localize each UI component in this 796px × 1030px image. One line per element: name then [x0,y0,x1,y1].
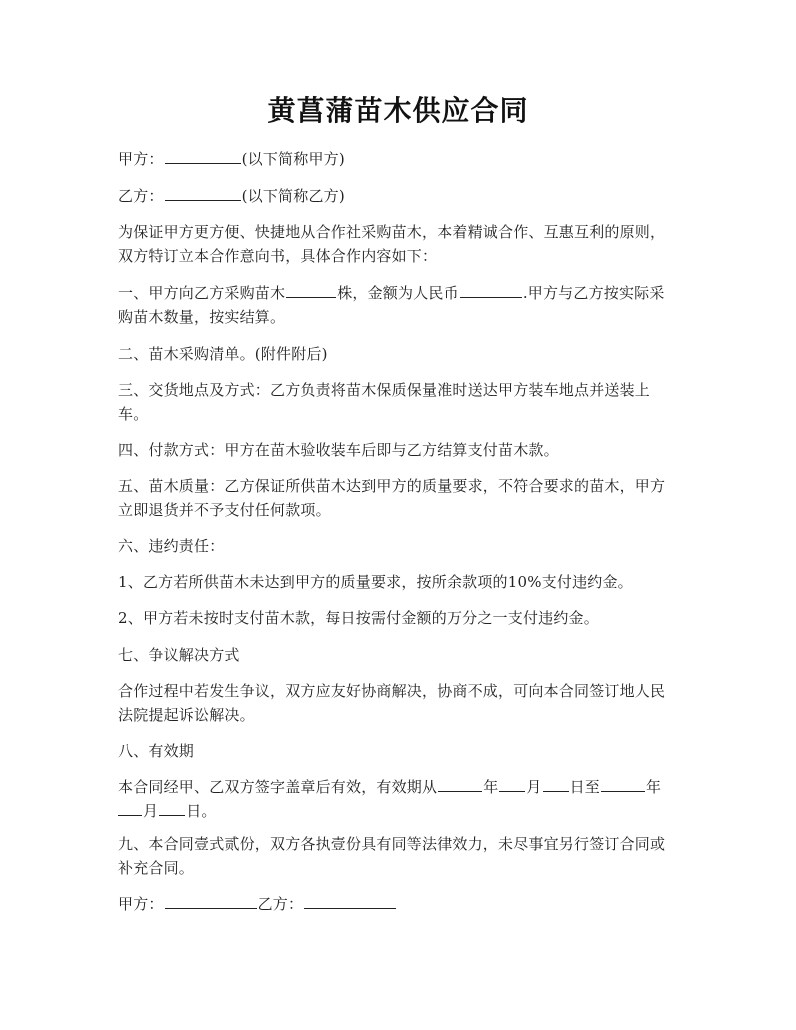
party-a-line [118,147,688,171]
clause-7-heading: 七、争议解决方式 [118,646,240,664]
clause-7-line-1: 合作过程中若发生争议，双方应友好协商解决，协商不成，可向本合同签订地人民 [118,682,666,700]
signature-party-b-blank [304,892,396,909]
clause-5-line-1: 五、苗木质量：乙方保证所供苗木达到甲方的质量要求，不符合要求的苗木，甲方 [118,477,666,495]
clause-1-line-2: 购苗木数量，按实结算。 [118,308,286,326]
clause-1-part-3: .甲方与乙方按实际采 [522,284,665,302]
intro-line-1: 为保证甲方更方便、快捷地从合作社采购苗木，本着精诚合作、互惠互利的原则， [118,223,666,241]
clause-1-line-1 [118,281,688,305]
clause-1-part-2: 株，金额为人民币 [337,284,459,302]
end-month-label: 月 [143,802,159,820]
signature-line [118,892,688,916]
signature-party-a-blank [165,892,257,909]
intro-line-2: 双方特订立本合作意向书，具体合作内容如下： [118,247,438,265]
clause-9-line-1: 九、本合同壹式贰份，双方各执壹份具有同等法律效力，未尽事宜另行签订合同或 [118,835,666,853]
signature-party-a-label: 甲方： [118,895,164,913]
end-day-blank [159,799,185,816]
clause-3-line-1: 三、交货地点及方式：乙方负责将苗木保质保量准时送达甲方装车地点并送装上 [118,381,651,399]
clause-5-line-2: 立即退货并不予支付任何款项。 [118,501,331,519]
party-a-label: 甲方： [118,150,164,168]
end-month-blank [118,799,142,816]
clause-8-line-1 [118,775,688,799]
clause-6-heading: 六、违约责任： [118,537,225,555]
clause-6-item-1: 1、乙方若所供苗木未达到甲方的质量要求，按所余款项的10%支付违约金。 [118,573,633,591]
party-b-label: 乙方： [118,187,164,205]
party-b-line [118,184,688,208]
clause-9-line-2: 补充合同。 [118,859,195,877]
clause-3-line-2: 车。 [118,405,149,423]
clause-1 [118,281,688,329]
month-label: 月 [526,778,542,796]
clause-8-body [118,775,688,823]
clause-3 [118,378,688,426]
party-b-blank [165,184,241,201]
party-b-suffix: (以下简称乙方) [241,187,345,205]
start-month-blank [499,775,525,792]
quantity-blank [286,281,336,298]
clause-6-item-2: 2、甲方若未按时支付苗木款，每日按需付金额的万分之一支付违约金。 [118,609,599,627]
clause-5 [118,474,688,522]
year-label: 年 [483,778,499,796]
start-day-blank [543,775,569,792]
start-year-blank [438,775,482,792]
clause-8-part-1: 本合同经甲、乙双方签字盖章后有效，有效期从 [118,778,438,796]
clause-4: 四、付款方式：甲方在苗木验收装车后即与乙方结算支付苗木款。 [118,441,559,459]
party-a-blank [165,147,241,164]
intro-paragraph [118,220,688,268]
signature-party-b-label: 乙方： [257,895,304,913]
clause-2: 二、苗木采购清单。(附件附后) [118,345,328,363]
clause-8-line-2 [118,799,688,823]
amount-blank [460,281,522,298]
clause-7-line-2: 法院提起诉讼解决。 [118,706,255,724]
end-day-label: 日。 [186,802,217,820]
clause-8-heading: 八、有效期 [118,742,195,760]
end-year-blank [601,775,645,792]
day-to-label: 日至 [569,778,601,796]
document-title: 黄菖蒲苗木供应合同 [267,94,529,127]
clause-9 [118,832,688,880]
clause-7-body [118,679,688,727]
clause-1-part-1: 一、甲方向乙方采购苗木 [118,284,286,302]
party-a-suffix: (以下简称甲方) [241,150,345,168]
end-year-label: 年 [646,778,662,796]
